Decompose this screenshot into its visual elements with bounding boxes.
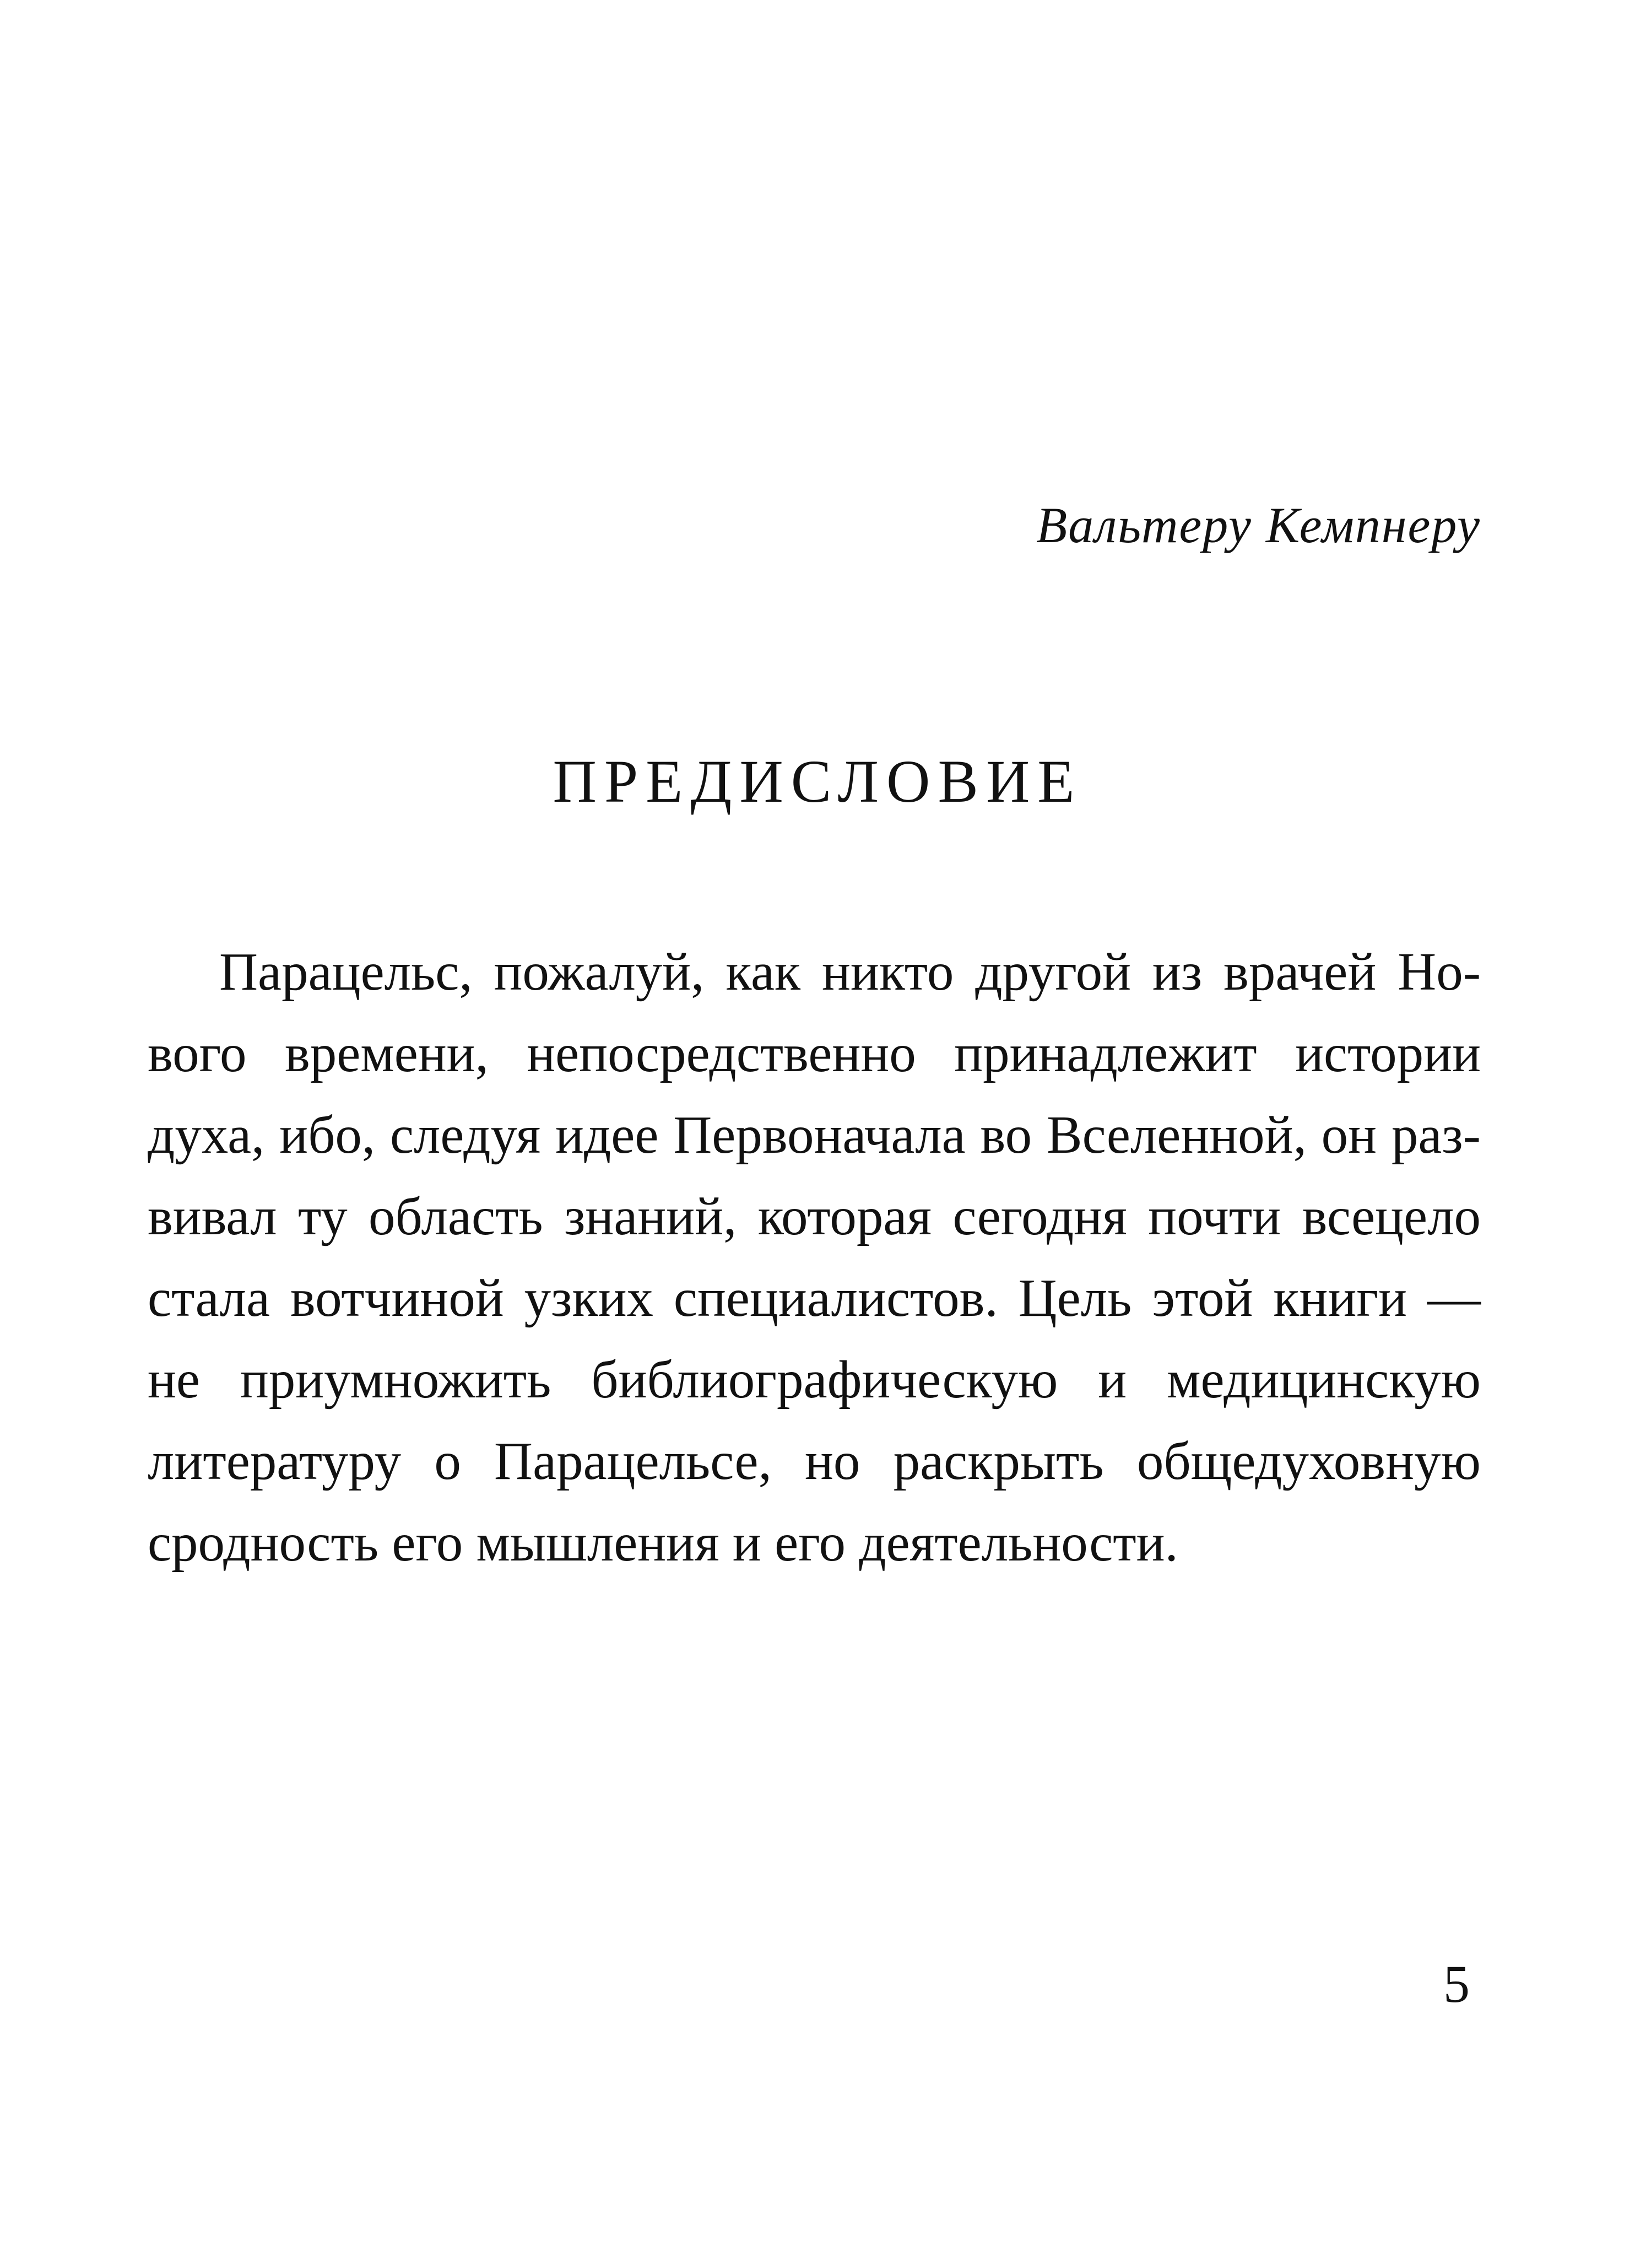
paragraph-line: сродность его мышления и его деятельности.	[148, 1513, 1178, 1572]
paragraph-line: стала вотчиной узких специалистов. Цель этой книги —	[148, 1268, 1481, 1327]
page-title: ПРЕДИСЛОВИЕ	[553, 748, 1082, 815]
paragraph-line: духа, ибо, следуя идее Первоначала во Вселенной, он раз-	[148, 1105, 1481, 1164]
paragraph-line: литературу о Парацельсе, но раскрыть общедуховную	[148, 1432, 1481, 1491]
paragraph-line: вого времени, непосредственно принадлежит истории	[148, 1024, 1481, 1083]
paragraph-line: Парацельс, пожалуй, как никто другой из врачей Но-	[219, 942, 1481, 1001]
paragraph-line: вивал ту область знаний, которая сегодня почти всецело	[148, 1187, 1481, 1246]
dedication: Вальтеру Кемпнеру	[1036, 497, 1481, 553]
page-number: 5	[1443, 1954, 1470, 2013]
paragraph-line: не приумножить библиографическую и медицинскую	[148, 1350, 1481, 1409]
preface-paragraph	[148, 931, 1481, 1584]
